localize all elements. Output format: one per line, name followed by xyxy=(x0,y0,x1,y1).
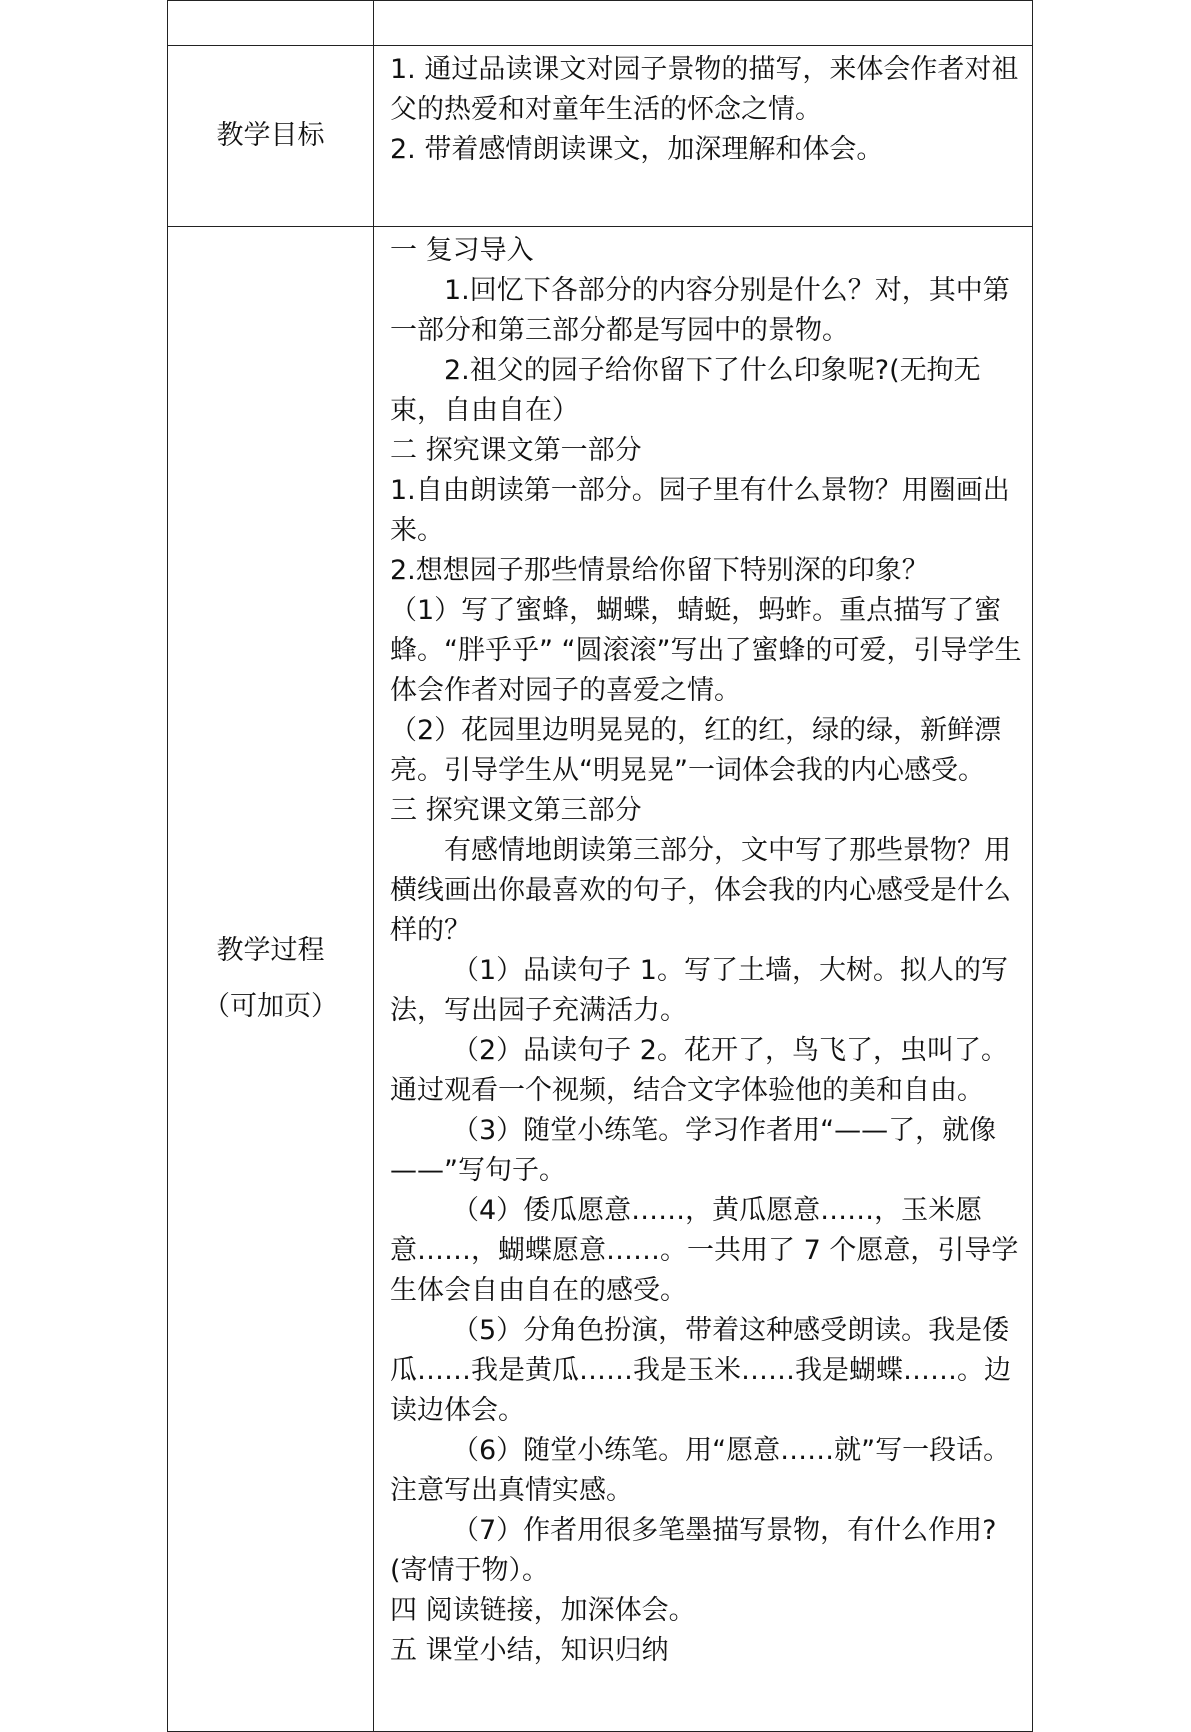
header-row xyxy=(168,1,1033,46)
process-line: 二 探究课文第一部分 xyxy=(390,435,642,466)
goals-row xyxy=(168,46,1033,227)
process-line: 1.回忆下各部分的内容分别是什么？对，其中第一部分和第三部分都是写园中的景物。 xyxy=(390,275,1010,346)
process-line: 四 阅读链接，加深体会。 xyxy=(390,1595,696,1626)
process-line: （3）随堂小练笔。学习作者用“——了，就像——”写句子。 xyxy=(390,1115,997,1186)
process-line: （4）倭瓜愿意……，黄瓜愿意……，玉米愿意……，蝴蝶愿意……。一共用了 7 个愿意，引导学生体会自由自在的感受。 xyxy=(390,1195,1019,1306)
goals-label: 教学目标 xyxy=(168,46,374,227)
process-line: （7）作者用很多笔墨描写景物，有什么作用?(寄情于物）。 xyxy=(390,1515,997,1586)
process-line: （1）品读句子 1。写了土墙，大树。拟人的写法，写出园子充满活力。 xyxy=(390,955,1008,1026)
process-line: （6）随堂小练笔。用“愿意……就”写一段话。注意写出真情实感。 xyxy=(390,1435,1011,1506)
goal-item: 2. 带着感情朗读课文，加深理解和体会。 xyxy=(390,134,884,165)
process-line: 有感情地朗读第三部分，文中写了那些景物？用横线画出你最喜欢的句子，体会我的内心感受是什么样的？ xyxy=(390,835,1011,946)
process-line: 五 课堂小结，知识归纳 xyxy=(390,1635,669,1666)
process-line: 一 复习导入 xyxy=(390,235,534,266)
process-line: （5）分角色扮演，带着这种感受朗读。我是倭瓜……我是黄瓜……我是玉米……我是蝴蝶……。边读边体会。 xyxy=(390,1315,1011,1426)
process-line: （2）花园里边明晃晃的，红的红，绿的绿，新鲜漂亮。引导学生从“明晃晃”一词体会我的内心感受。 xyxy=(390,715,1002,786)
process-label: 教学过程 xyxy=(216,935,325,966)
process-line: 三 探究课文第三部分 xyxy=(390,795,642,826)
goal-item: 1. 通过品读课文对园子景物的描写，来体会作者对祖父的热爱和对童年生活的怀念之情。 xyxy=(390,54,1019,125)
process-line: 2.祖父的园子给你留下了什么印象呢?(无拘无束，自由自在） xyxy=(390,355,981,426)
process-row xyxy=(168,227,1033,1732)
header-content-cell xyxy=(374,1,1033,46)
process-line: 2.想想园子那些情景给你留下特别深的印象？ xyxy=(390,555,929,586)
process-label-cell xyxy=(168,227,374,1732)
process-line: 1.自由朗读第一部分。园子里有什么景物？用圈画出来。 xyxy=(390,475,1010,546)
process-content xyxy=(374,227,1033,1732)
process-line: （2）品读句子 2。花开了，鸟飞了，虫叫了。通过观看一个视频，结合文字体验他的美和自由。 xyxy=(390,1035,1008,1106)
lesson-plan-table xyxy=(167,0,1033,1732)
header-label-cell xyxy=(168,1,374,46)
process-sublabel: （可加页） xyxy=(203,991,338,1022)
goals-content xyxy=(374,46,1033,227)
process-line: （1）写了蜜蜂，蝴蝶，蜻蜓，蚂蚱。重点描写了蜜蜂。“胖乎乎” “圆滚滚”写出了蜜蜂的可爱，引导学生体会作者对园子的喜爱之情。 xyxy=(390,595,1022,706)
